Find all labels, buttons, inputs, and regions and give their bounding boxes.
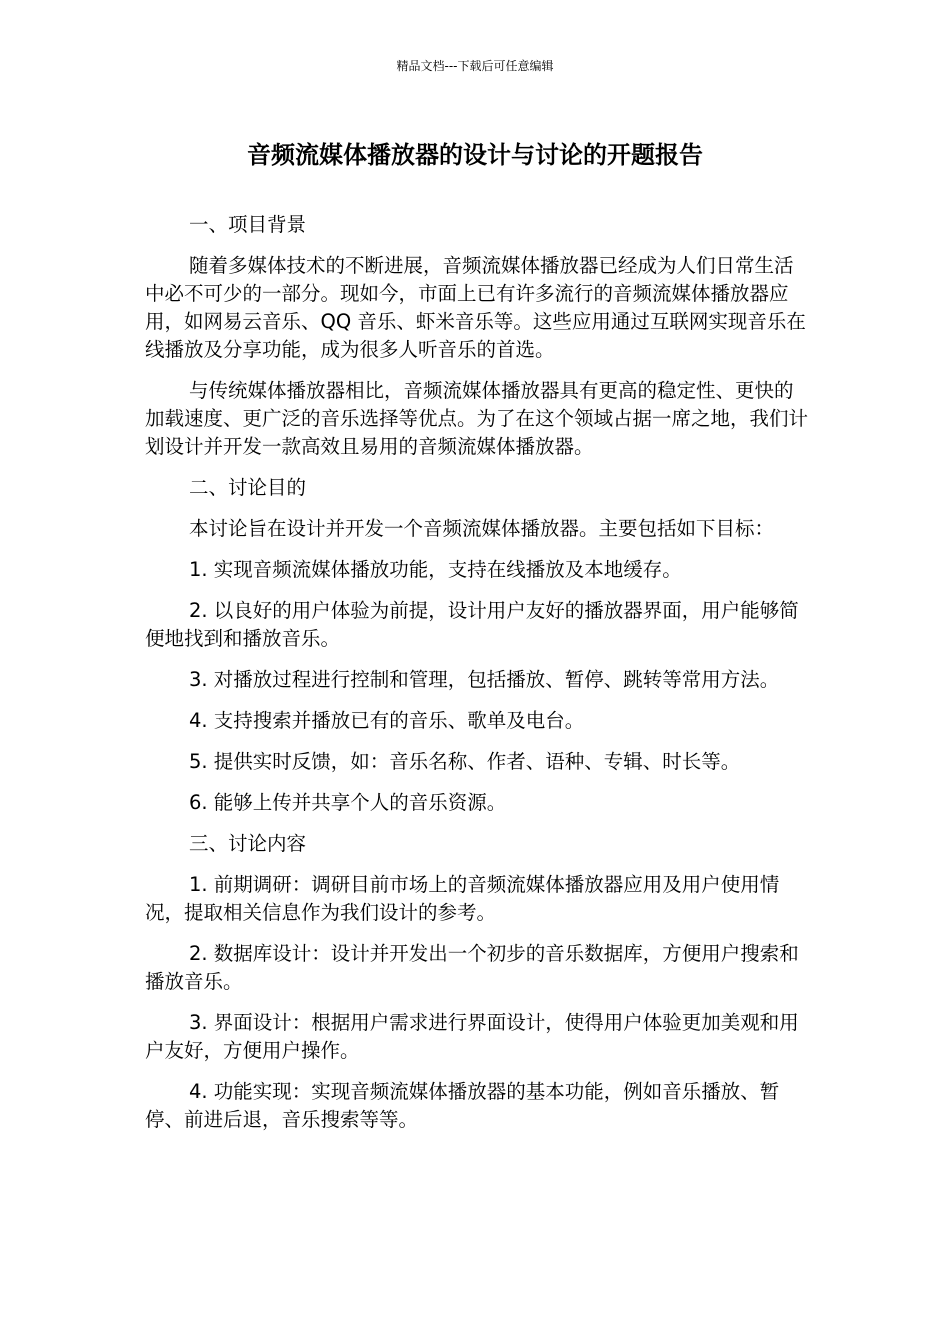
list-item-goal-2: 2. 以良好的用户体验为前提，设计用户友好的播放器界面，用户能够简便地找到和播放音乐。 [145, 599, 799, 650]
document-body [145, 211, 810, 1147]
section-heading-content: 三、讨论内容 [189, 832, 307, 855]
paragraph-background-1: 随着多媒体技术的不断进展，音频流媒体播放器已经成为人们日常生活中必不可少的一部分。现如今，市面上已有许多流行的音频流媒体播放器应用，如网易云音乐、QQ 音乐、虾米音乐等。这些应用通过互联网实现音乐在线播放及分享功能，成为很多人听音乐的首选。 [145, 254, 806, 361]
list-item-goal-3: 3. 对播放过程进行控制和管理，包括播放、暂停、跳转等常用方法。 [189, 668, 780, 691]
paragraph-background-2: 与传统媒体播放器相比，音频流媒体播放器具有更高的稳定性、更快的加载速度、更广泛的音乐选择等优点。为了在这个领域占据一席之地，我们计划设计并开发一款高效且易用的音频流媒体播放器。 [145, 379, 809, 458]
list-item-goal-5: 5. 提供实时反馈，如：音乐名称、作者、语种、专辑、时长等。 [189, 750, 741, 773]
list-item-goal-1: 1. 实现音频流媒体播放功能，支持在线播放及本地缓存。 [189, 558, 682, 581]
list-item-goal-6: 6. 能够上传并共享个人的音乐资源。 [189, 791, 507, 814]
list-item-content-4: 4. 功能实现：实现音频流媒体播放器的基本功能，例如音乐播放、暂停、前进后退，音乐搜索等等。 [145, 1080, 780, 1131]
section-heading-purpose: 二、讨论目的 [189, 476, 307, 499]
list-item-goal-4: 4. 支持搜索并播放已有的音乐、歌单及电台。 [189, 709, 585, 732]
section-heading-background: 一、项目背景 [189, 213, 307, 236]
list-item-content-2: 2. 数据库设计：设计并开发出一个初步的音乐数据库，方便用户搜索和播放音乐。 [145, 942, 799, 993]
header-note: 精品文档---下载后可任意编辑 [396, 59, 554, 73]
list-item-content-1: 1. 前期调研：调研目前市场上的音频流媒体播放器应用及用户使用情况，提取相关信息作为我们设计的参考。 [145, 873, 780, 924]
paragraph-purpose-intro: 本讨论旨在设计并开发一个音频流媒体播放器。主要包括如下目标： [189, 517, 775, 540]
document-title: 音频流媒体播放器的设计与讨论的开题报告 [247, 141, 703, 169]
list-item-content-3: 3. 界面设计：根据用户需求进行界面设计，使得用户体验更加美观和用户友好，方便用户操作。 [145, 1011, 799, 1062]
